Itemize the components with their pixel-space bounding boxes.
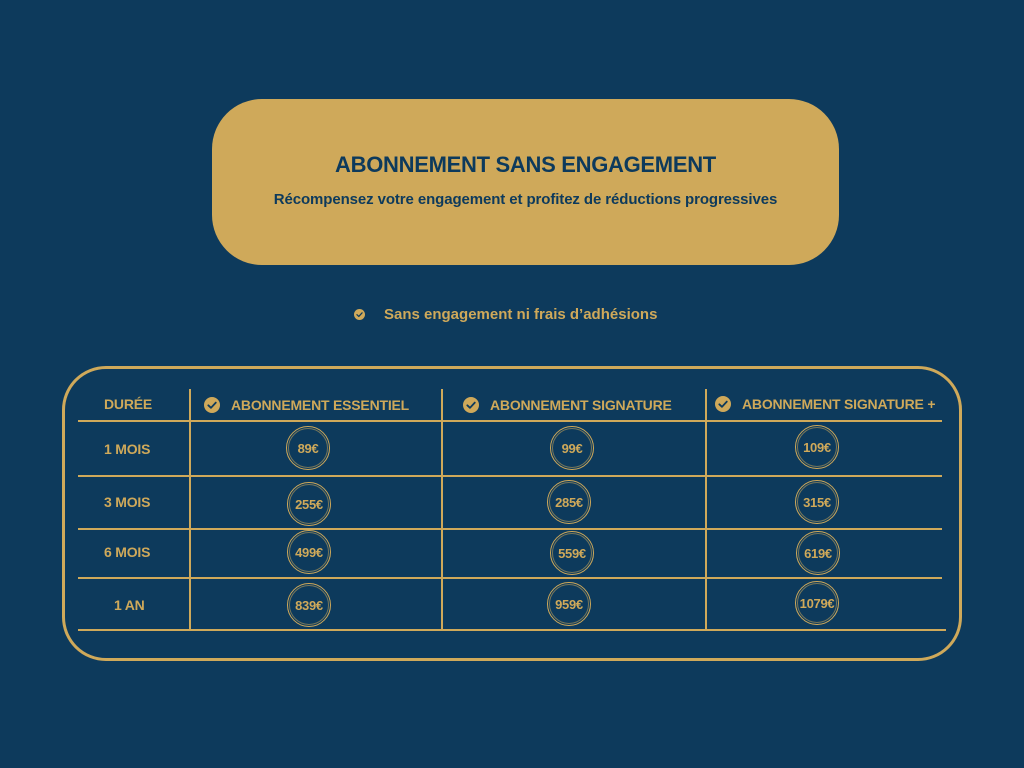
header-card (212, 99, 839, 265)
check-circle-icon (204, 397, 220, 413)
price-value: 109€ (803, 439, 831, 455)
price-value: 559€ (558, 545, 586, 561)
row-duration: 1 AN (114, 597, 145, 613)
check-circle-icon (715, 396, 731, 412)
price-badge (287, 583, 331, 627)
column-divider (441, 389, 443, 631)
price-badge (547, 582, 591, 626)
table-divider (78, 528, 942, 530)
price-badge (795, 425, 839, 469)
column-divider (705, 389, 707, 631)
plan-label: ABONNEMENT ESSENTIEL (231, 397, 410, 413)
row-duration: 3 MOIS (104, 494, 151, 510)
check-circle-icon (463, 397, 479, 413)
table-divider (78, 577, 942, 579)
row-duration: 1 MOIS (104, 441, 151, 457)
note-text: Sans engagement ni frais d’adhésions (384, 305, 658, 323)
price-value: 1079€ (799, 595, 835, 611)
price-badge (795, 581, 839, 625)
price-value: 99€ (561, 440, 583, 456)
price-badge (795, 480, 839, 524)
price-value: 285€ (555, 494, 583, 510)
price-value: 89€ (297, 440, 319, 456)
price-badge (286, 426, 330, 470)
price-value: 959€ (555, 596, 583, 612)
plan-header-essentiel (204, 397, 409, 413)
price-value: 499€ (295, 544, 323, 560)
no-commitment-note (354, 304, 657, 324)
column-divider (189, 389, 191, 631)
price-value: 839€ (295, 597, 323, 613)
price-badge (547, 480, 591, 524)
price-value: 255€ (295, 496, 323, 512)
plan-label: ABONNEMENT SIGNATURE (490, 397, 672, 413)
price-badge (550, 426, 594, 470)
price-badge (287, 530, 331, 574)
page-subtitle: Récompensez votre engagement et profitez de réductions progressives (273, 191, 778, 208)
plan-header-signature (463, 397, 672, 413)
plan-header-signature-plus (715, 396, 935, 412)
row-duration: 6 MOIS (104, 544, 151, 560)
table-divider (78, 629, 946, 631)
price-badge (796, 531, 840, 575)
price-value: 619€ (804, 545, 832, 561)
price-value: 315€ (803, 494, 831, 510)
price-badge (287, 482, 331, 526)
duration-header: DURÉE (104, 396, 153, 412)
table-divider (78, 420, 942, 422)
check-circle-icon (354, 309, 365, 320)
page-title: ABONNEMENT SANS ENGAGEMENT (335, 152, 716, 177)
plan-label: ABONNEMENT SIGNATURE + (742, 396, 936, 412)
price-badge (550, 531, 594, 575)
table-divider (78, 475, 942, 477)
